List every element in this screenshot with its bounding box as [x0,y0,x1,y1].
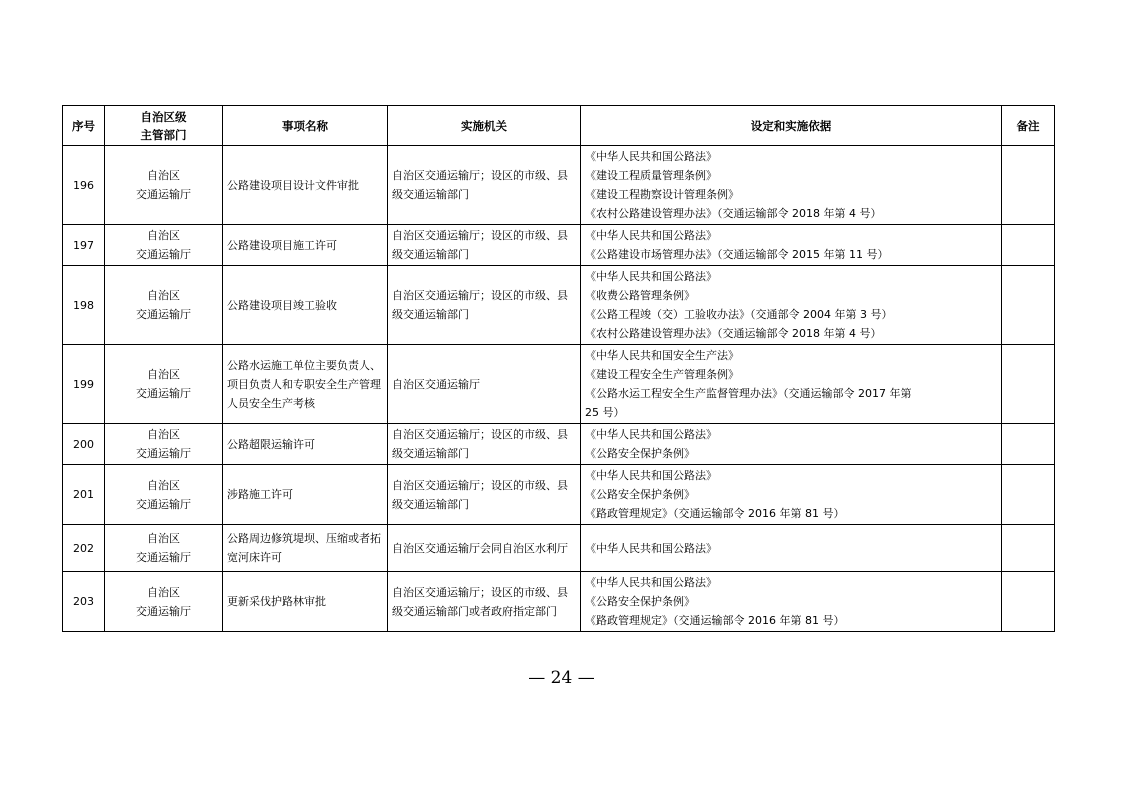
table-row [63,345,1055,424]
department-line1: 自治区 [147,289,180,302]
legal-basis-line: 《建设工程质量管理条例》 [585,169,717,182]
row-implementing-organ: 自治区交通运输厅；设区的市级、县级交通运输部门 [388,266,581,345]
table-row [63,266,1055,345]
department-line2: 交通运输厅 [136,188,191,201]
table-row [63,424,1055,465]
department-line1: 自治区 [147,478,180,492]
row-department [105,266,223,345]
row-legal-basis [581,146,1002,225]
department-line2: 交通运输厅 [136,497,191,511]
row-department [105,345,223,424]
row-item-name: 公路建设项目施工许可 [223,225,388,266]
row-number: 198 [63,266,105,345]
row-number: 197 [63,225,105,266]
row-number: 203 [63,572,105,632]
header-org: 实施机关 [388,106,581,146]
department-line1: 自治区 [147,229,180,242]
header-dept-line1: 自治区级 [140,109,187,124]
row-department [105,146,223,225]
legal-basis-line: 《公路水运工程安全生产监督管理办法》（交通运输部令 2017 年第 [585,387,912,400]
row-number: 199 [63,345,105,424]
row-remark [1002,465,1055,525]
header-dept-line2: 主管部门 [140,127,187,142]
department-line1: 自治区 [147,368,180,381]
legal-basis-line: 《中华人民共和国公路法》 [585,270,717,283]
row-remark [1002,266,1055,345]
row-legal-basis [581,225,1002,266]
row-number: 201 [63,465,105,525]
legal-basis-line: 《农村公路建设管理办法》（交通运输部令 2018 年第 4 号） [585,207,882,220]
legal-basis-line: 《中华人民共和国公路法》 [585,428,717,441]
legal-basis-line: 《建设工程安全生产管理条例》 [585,368,739,381]
row-legal-basis [581,572,1002,632]
row-implementing-organ: 自治区交通运输厅；设区的市级、县级交通运输部门 [388,465,581,525]
legal-basis-line: 《路政管理规定》（交通运输部令 2016 年第 81 号） [585,614,845,627]
legal-basis-line: 《农村公路建设管理办法》（交通运输部令 2018 年第 4 号） [585,327,882,340]
legal-basis-line: 《公路安全保护条例》 [585,595,695,608]
row-implementing-organ: 自治区交通运输厅会同自治区水利厅 [388,525,581,572]
legal-basis-line: 《收费公路管理条例》 [585,289,695,302]
department-line2: 交通运输厅 [136,308,191,321]
row-remark [1002,146,1055,225]
legal-basis-line: 《中华人民共和国安全生产法》 [585,349,739,362]
items-table [62,105,1055,632]
legal-basis-line: 《中华人民共和国公路法》 [585,469,717,482]
row-remark [1002,225,1055,266]
table-row [63,525,1055,572]
row-implementing-organ: 自治区交通运输厅；设区的市级、县级交通运输部门 [388,146,581,225]
table-row [63,465,1055,525]
table-row [63,146,1055,225]
row-implementing-organ: 自治区交通运输厅；设区的市级、县级交通运输部门或者政府指定部门 [388,572,581,632]
row-legal-basis [581,525,1002,572]
row-implementing-organ: 自治区交通运输厅；设区的市级、县级交通运输部门 [388,424,581,465]
row-item-name: 公路周边修筑堤坝、压缩或者拓宽河床许可 [223,525,388,572]
header-dept [105,106,223,146]
row-department [105,525,223,572]
row-legal-basis [581,266,1002,345]
row-remark [1002,424,1055,465]
legal-basis-line: 《中华人民共和国公路法》 [585,576,717,589]
row-item-name: 更新采伐护路林审批 [223,572,388,632]
department-line2: 交通运输厅 [136,387,191,400]
row-remark [1002,572,1055,632]
row-item-name: 公路建设项目设计文件审批 [223,146,388,225]
legal-basis-line: 《中华人民共和国公路法》 [585,229,717,242]
table-header-row [63,106,1055,146]
legal-basis-line: 《公路安全保护条例》 [585,447,695,460]
row-legal-basis [581,345,1002,424]
department-line2: 交通运输厅 [136,447,191,460]
department-line1: 自治区 [147,585,180,599]
row-legal-basis [581,424,1002,465]
row-item-name: 公路建设项目竣工验收 [223,266,388,345]
legal-basis-line: 《路政管理规定》（交通运输部令 2016 年第 81 号） [585,507,845,520]
header-name: 事项名称 [223,106,388,146]
row-remark [1002,345,1055,424]
legal-basis-line: 《建设工程勘察设计管理条例》 [585,188,739,201]
department-line1: 自治区 [147,169,180,182]
row-department [105,424,223,465]
table-row [63,225,1055,266]
row-legal-basis [581,465,1002,525]
row-number: 196 [63,146,105,225]
table-row [63,572,1055,632]
page-number: — 24 — [528,668,595,688]
legal-basis-line: 《中华人民共和国公路法》 [585,541,717,555]
department-line1: 自治区 [147,428,180,441]
department-line2: 交通运输厅 [136,248,191,261]
row-implementing-organ: 自治区交通运输厅 [388,345,581,424]
row-number: 200 [63,424,105,465]
row-item-name: 涉路施工许可 [223,465,388,525]
row-number: 202 [63,525,105,572]
row-department [105,465,223,525]
legal-basis-line: 《公路建设市场管理办法》（交通运输部令 2015 年第 11 号） [585,248,889,261]
header-remark: 备注 [1002,106,1055,146]
row-item-name: 公路水运施工单位主要负责人、项目负责人和专职安全生产管理人员安全生产考核 [223,345,388,424]
legal-basis-line: 《公路安全保护条例》 [585,488,695,501]
header-basis: 设定和实施依据 [581,106,1002,146]
legal-basis-line: 《中华人民共和国公路法》 [585,150,717,163]
department-line2: 交通运输厅 [136,551,191,564]
table-body [63,146,1055,632]
legal-basis-line: 《公路工程竣（交）工验收办法》（交通部令 2004 年第 3 号） [585,308,893,321]
row-item-name: 公路超限运输许可 [223,424,388,465]
header-num: 序号 [63,106,105,146]
department-line2: 交通运输厅 [136,604,191,618]
legal-basis-line: 25 号） [585,406,625,419]
row-remark [1002,525,1055,572]
row-department [105,572,223,632]
department-line1: 自治区 [147,532,180,545]
row-implementing-organ: 自治区交通运输厅；设区的市级、县级交通运输部门 [388,225,581,266]
row-department [105,225,223,266]
